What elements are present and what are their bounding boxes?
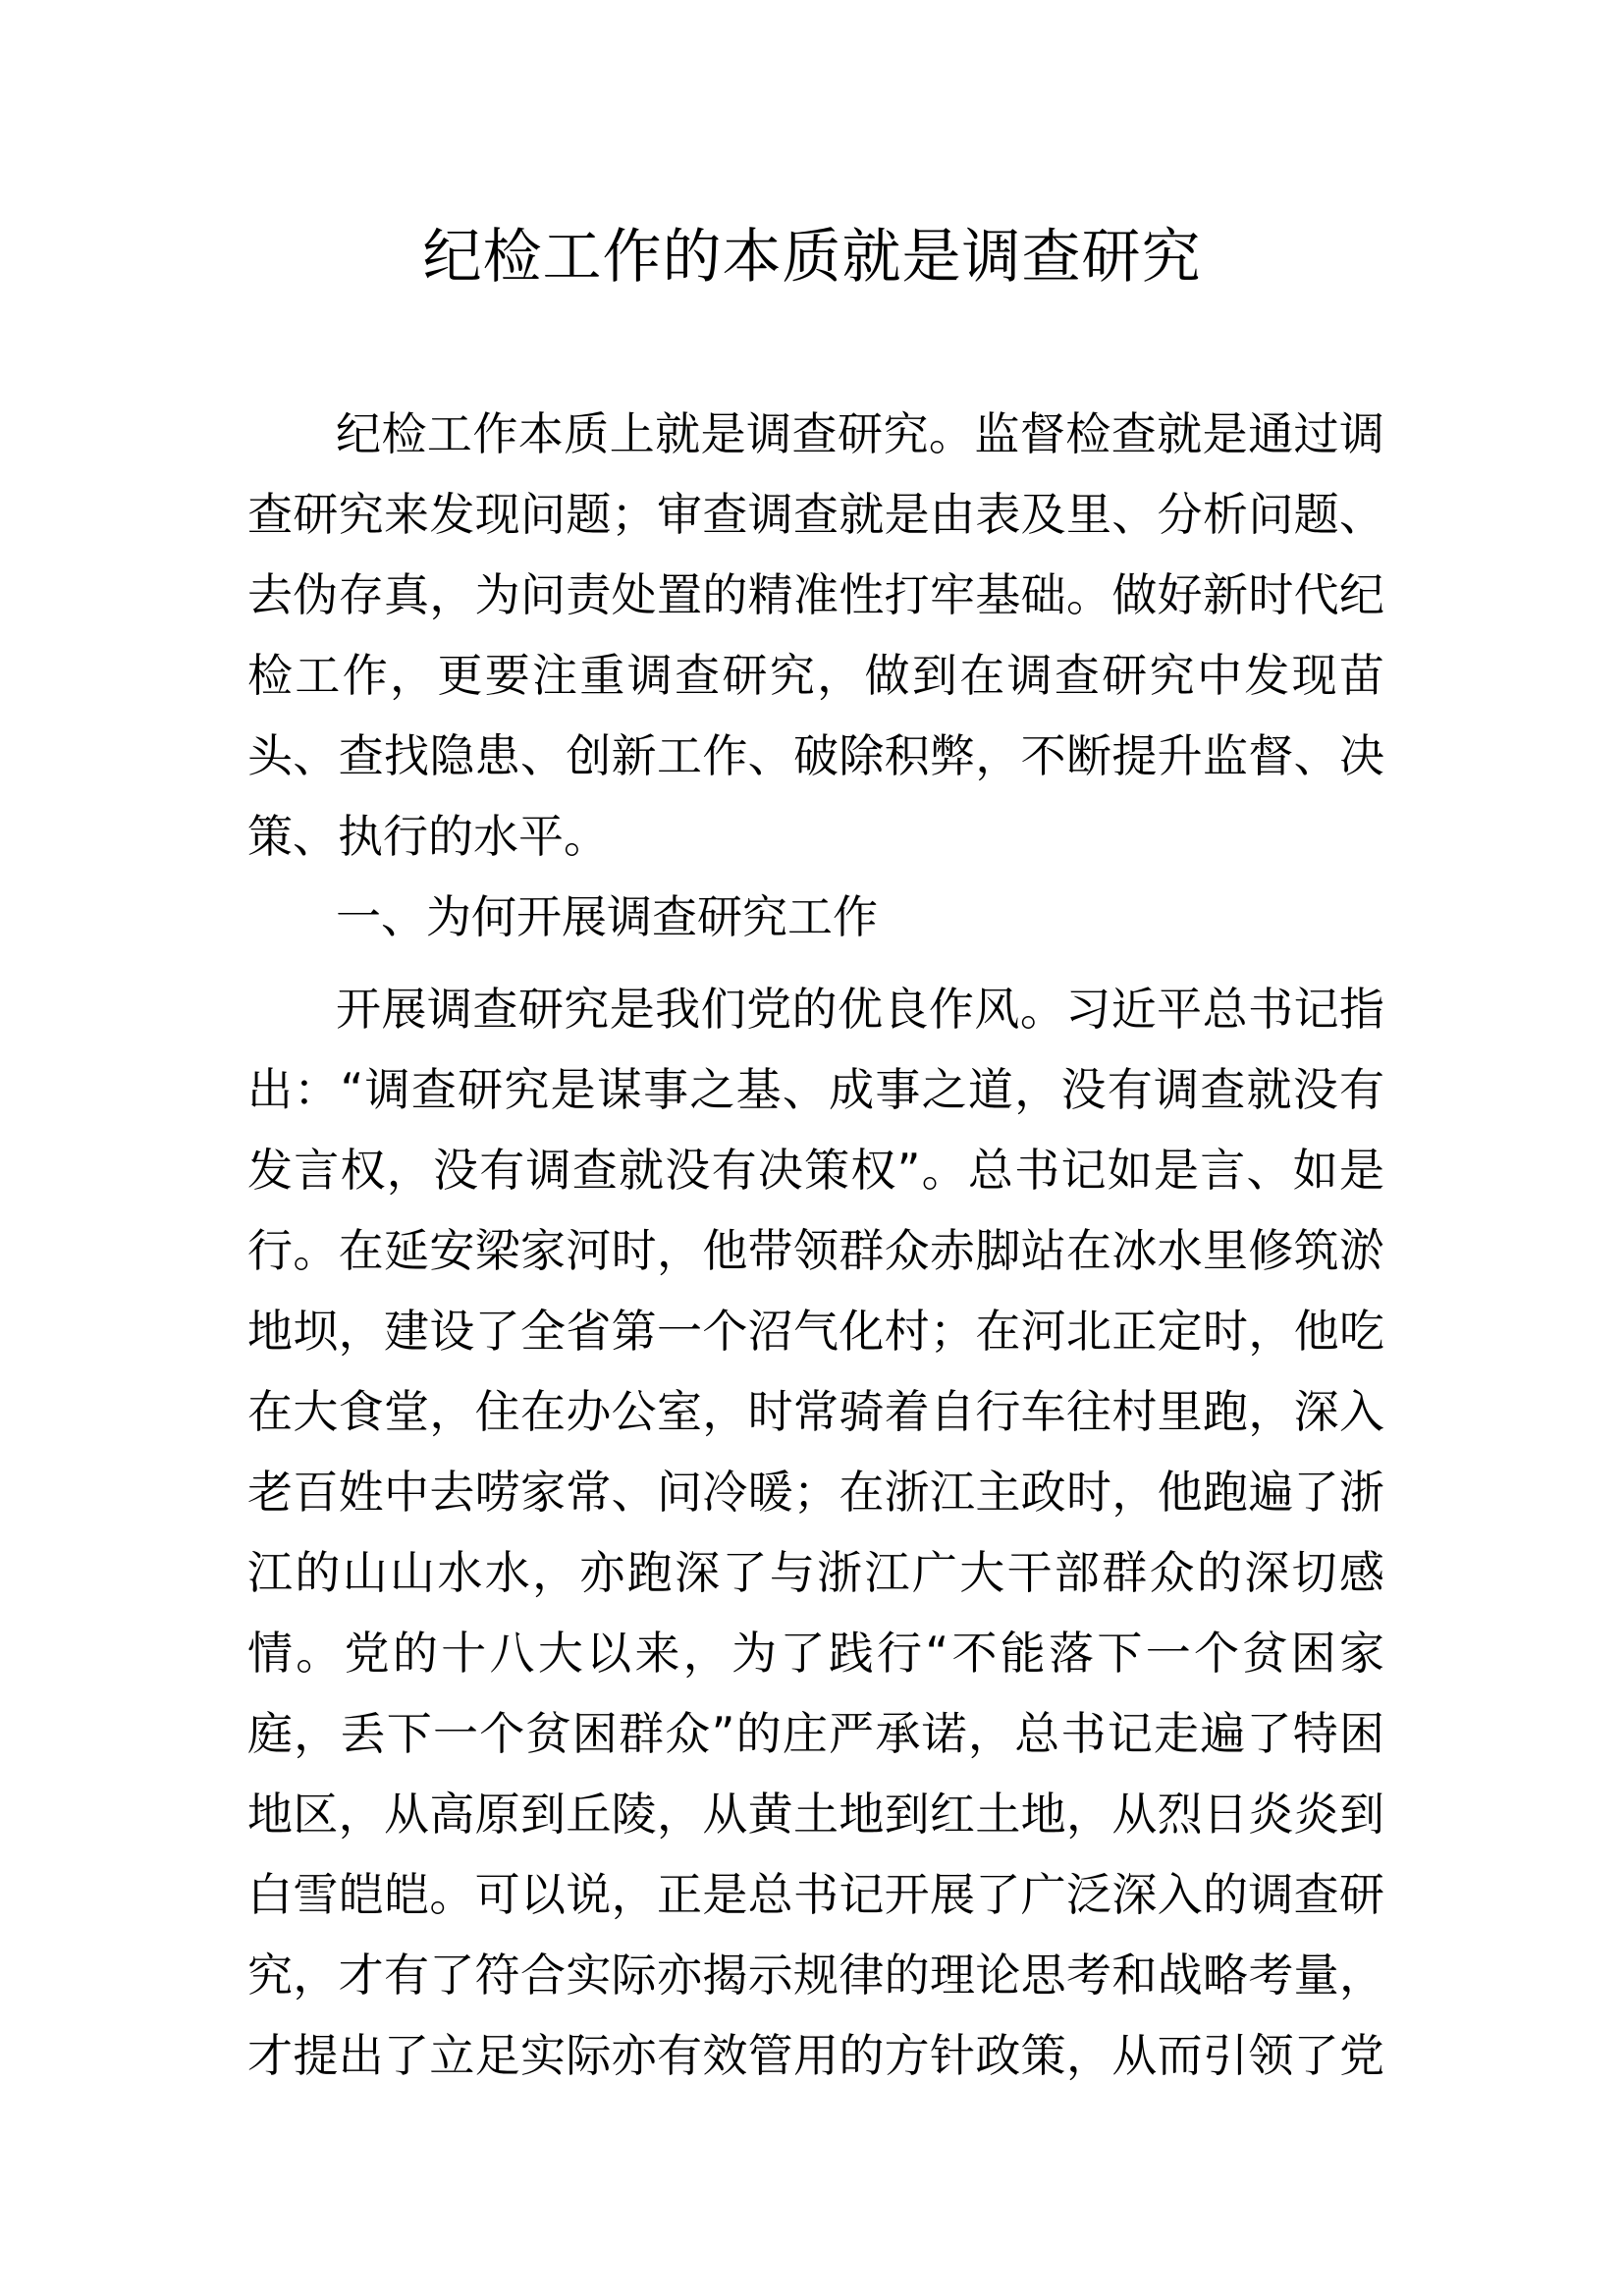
text-line: 开展调查研究是我们党的优良作风。习近平总书记指 (336, 983, 1384, 1036)
document-body (247, 394, 1384, 2096)
text-line: 出：“调查研究是谋事之基、成事之道，没有调查就没有 (247, 1063, 1384, 1116)
paragraph-section-1 (247, 969, 1384, 2096)
text-line: 地坝，建设了全省第一个沼气化村；在河北正定时，他吃 (247, 1305, 1384, 1358)
text-line: 老百姓中去唠家常、问冷暖；在浙江主政时，他跑遍了浙 (247, 1466, 1384, 1519)
text-line: 白雪皑皑。可以说，正是总书记开展了广泛深入的调查研 (247, 1868, 1384, 1921)
paragraph-intro (247, 394, 1384, 877)
text-line: 行。在延安梁家河时，他带领群众赤脚站在冰水里修筑淤 (247, 1224, 1384, 1277)
text-line: 情。党的十八大以来，为了践行“不能落下一个贫困家 (247, 1627, 1384, 1680)
text-line: 纪检工作本质上就是调查研究。监督检查就是通过调 (336, 407, 1384, 460)
text-line: 头、查找隐患、创新工作、破除积弊，不断提升监督、决 (247, 729, 1384, 782)
text-line: 策、执行的水平。 (247, 810, 609, 863)
text-line: 在大食堂，住在办公室，时常骑着自行车往村里跑，深入 (247, 1385, 1384, 1438)
document-title: 纪检工作的本质就是调查研究 (422, 223, 1202, 292)
text-line: 才提出了立足实际亦有效管用的方针政策，从而引领了党 (247, 2029, 1384, 2082)
section-heading-text: 一、为何开展调查研究工作 (336, 890, 878, 943)
text-line: 查研究来发现问题；审查调查就是由表及里、分析问题、 (247, 488, 1384, 541)
text-line: 发言权，没有调查就没有决策权”。总书记如是言、如是 (247, 1144, 1384, 1197)
text-line: 检工作，更要注重调查研究，做到在调查研究中发现苗 (247, 649, 1384, 702)
text-line: 庭，丢下一个贫困群众”的庄严承诺，总书记走遍了特困 (247, 1707, 1384, 1760)
text-line: 江的山山水水，亦跑深了与浙江广大干部群众的深切感 (247, 1546, 1384, 1599)
section-heading (247, 877, 1384, 957)
text-line: 究，才有了符合实际亦揭示规律的理论思考和战略考量， (247, 1949, 1384, 2002)
text-line: 去伪存真，为问责处置的精准性打牢基础。做好新时代纪 (247, 568, 1384, 621)
text-line: 地区，从高原到丘陵，从黄土地到红土地，从烈日炎炎到 (247, 1788, 1384, 1841)
